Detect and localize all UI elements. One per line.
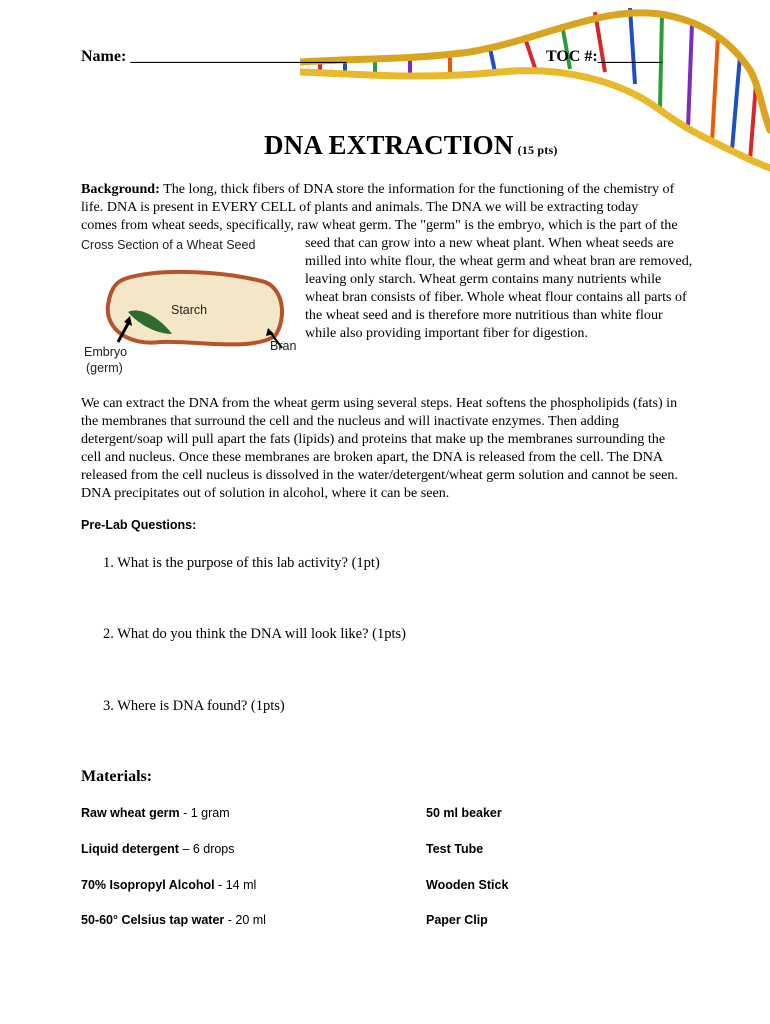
diagram-label-bran: Bran xyxy=(270,339,297,353)
material-right-1: 50 ml beaker xyxy=(426,806,502,820)
diagram-label-embryo: Embryo xyxy=(84,345,128,359)
toc-blank: ________ xyxy=(597,48,662,65)
extraction-line-2: detergent/soap will pull apart the fats (lipids) and proteins that make up the membranes surrounding the xyxy=(81,431,666,447)
material-right-3: Wooden Stick xyxy=(426,878,509,892)
prelab-question-3: 3. Where is DNA found? (1pts) xyxy=(103,698,285,714)
background-line-2: comes from wheat seeds, specifically, raw wheat germ. The "germ" is the embryo, which is the part of the xyxy=(81,217,678,233)
name-field[interactable] xyxy=(81,48,346,66)
extraction-line-3: cell and nucleus. Once these membranes are broken apart, the DNA is released from the cell. The DNA xyxy=(81,449,664,465)
extraction-line-5: DNA precipitates out of solution in alcohol, where it can be seen. xyxy=(81,485,450,501)
helix-rung xyxy=(490,48,495,72)
background-line-7: the wheat seed and is therefore more nutritious than white flour xyxy=(305,307,663,323)
background-line-5: leaving only starch. Wheat germ contains many nutrients while xyxy=(305,271,662,287)
material-left-3: 70% Isopropyl Alcohol - 14 ml xyxy=(81,878,257,892)
prelab-question-2: 2. What do you think the DNA will look like? (1pts) xyxy=(103,626,406,642)
diagram-label-starch: Starch xyxy=(171,303,208,317)
title-points: (15 pts) xyxy=(517,143,558,157)
helix-rung xyxy=(525,38,535,68)
background-line-4: milled into white flour, the wheat germ and wheat bran are removed, xyxy=(305,253,693,269)
helix-rung xyxy=(630,8,635,84)
material-left-2: Liquid detergent – 6 drops xyxy=(81,842,235,856)
helix-rung xyxy=(688,24,692,128)
material-left-1: Raw wheat germ - 1 gram xyxy=(81,806,230,820)
extraction-line-4: released from the cell nucleus is dissolved in the water/detergent/wheat germ solution and cannot be seen. xyxy=(81,467,678,483)
prelab-heading: Pre-Lab Questions: xyxy=(81,518,197,532)
background-line-0: Background: The long, thick fibers of DNA store the information for the functioning of the chemistry of xyxy=(81,181,675,197)
material-right-2: Test Tube xyxy=(426,842,484,856)
material-right-4: Paper Clip xyxy=(426,913,488,927)
toc-label: TOC #: xyxy=(546,48,598,65)
extraction-line-0: We can extract the DNA from the wheat germ using several steps. Heat softens the phospholipids (fats) in xyxy=(81,395,678,411)
background-line-1: life. DNA is present in EVERY CELL of plants and animals. The DNA we will be extracting today xyxy=(81,199,639,215)
materials-heading: Materials: xyxy=(81,768,153,785)
helix-rung xyxy=(732,56,740,150)
helix-rung xyxy=(750,84,756,160)
prelab-question-1: 1. What is the purpose of this lab activity? (1pt) xyxy=(103,555,380,571)
background-line-6: wheat bran consists of fiber. Whole wheat flour contains all parts of xyxy=(305,289,687,305)
name-blank: ___________________________ xyxy=(130,48,347,65)
background-line-3: seed that can grow into a new wheat plant. When wheat seeds are xyxy=(305,235,674,251)
diagram-label-germ: (germ) xyxy=(86,361,123,375)
name-label: Name: xyxy=(81,48,131,65)
helix-rung xyxy=(712,36,718,142)
material-left-4: 50-60° Celsius tap water - 20 ml xyxy=(81,913,266,927)
diagram-title: Cross Section of a Wheat Seed xyxy=(81,238,256,252)
background-line-8: while also providing important fiber for digestion. xyxy=(305,325,588,341)
extraction-line-1: the membranes that surround the cell and the nucleus and will inactivate enzymes. Then adding xyxy=(81,413,619,429)
title-main: DNA EXTRACTION xyxy=(264,130,514,160)
toc-field[interactable] xyxy=(546,48,662,66)
background-label: Background: xyxy=(81,181,160,197)
page-title xyxy=(264,130,558,161)
